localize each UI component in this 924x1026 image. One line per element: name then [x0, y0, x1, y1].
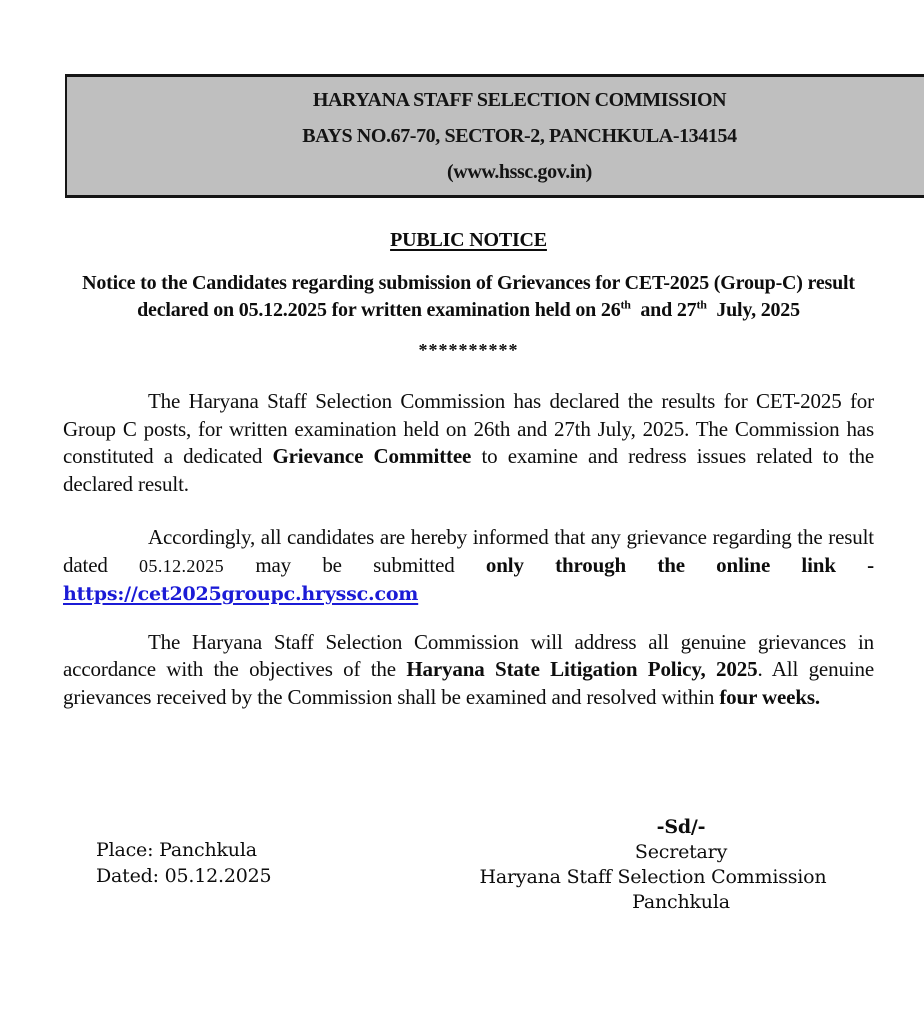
text-run: Grievance Committee	[272, 444, 472, 468]
text-run: The Haryana Staff Selection Commission will address all genuine grievances in accordance with the objectives of the	[63, 629, 874, 681]
org-address: BAYS NO.67-70, SECTOR-2, PANCHKULA-134154	[302, 125, 737, 147]
org-name: HARYANA STAFF SELECTION COMMISSION	[312, 89, 727, 111]
text-run: th	[620, 297, 631, 312]
text-run: . All genuine grievances received by the Commission shall be examined and resolved within	[63, 657, 875, 709]
paragraph-litigation-policy	[63, 629, 874, 712]
paragraph-grievance-submission	[63, 524, 874, 609]
org-website: (www.hssc.gov.in)	[447, 161, 592, 183]
text-run: 05.12.2025	[139, 555, 225, 576]
signature-block	[463, 815, 843, 915]
text-run: only through the online link -	[485, 552, 874, 577]
place-date-block	[96, 837, 271, 889]
text-run: four weeks.	[719, 684, 820, 709]
text-run: to examine and redress issues related to the declared result.	[63, 444, 875, 496]
public-notice-heading: PUBLIC NOTICE	[390, 229, 547, 251]
text-run: Notice to the Candidates regarding submission of Grievances for CET-2025 (Group-C) result declared on 05.12.2025 for written examination held on 26	[82, 272, 855, 321]
text-run: and 27	[630, 299, 697, 321]
text-run: The Haryana Staff Selection Commission has declared the results for CET-2025 for Group C posts, for written examination held on 26th and 27th July, 2025. The Commission has constituted a dedicated	[63, 389, 874, 468]
grievance-portal-link[interactable]: https://cet2025groupc.hryssc.com	[63, 583, 419, 605]
sd-line: -Sd/-	[656, 816, 706, 838]
letterhead-box	[65, 74, 924, 198]
paragraph-results-declared	[63, 388, 874, 498]
text-run: may be submitted	[224, 552, 486, 577]
sig-secretary: Secretary	[634, 841, 728, 863]
dated-line: Dated: 05.12.2025	[96, 865, 272, 887]
text-run: th	[696, 297, 707, 312]
notice-body	[63, 228, 874, 935]
sig-commission: Haryana Staff Selection Commission	[479, 866, 827, 888]
place-line: Place: Panchkula	[96, 839, 257, 861]
stars-divider: **********	[418, 340, 519, 360]
text-run: Haryana State Litigation Policy, 2025	[406, 657, 758, 681]
text-run: July, 2025	[706, 299, 800, 321]
footer	[63, 815, 874, 935]
text-run: Accordingly, all candidates are hereby informed that any grievance regarding the result dated	[63, 525, 874, 577]
notice-title	[63, 270, 874, 324]
sig-place: Panchkula	[632, 891, 730, 913]
